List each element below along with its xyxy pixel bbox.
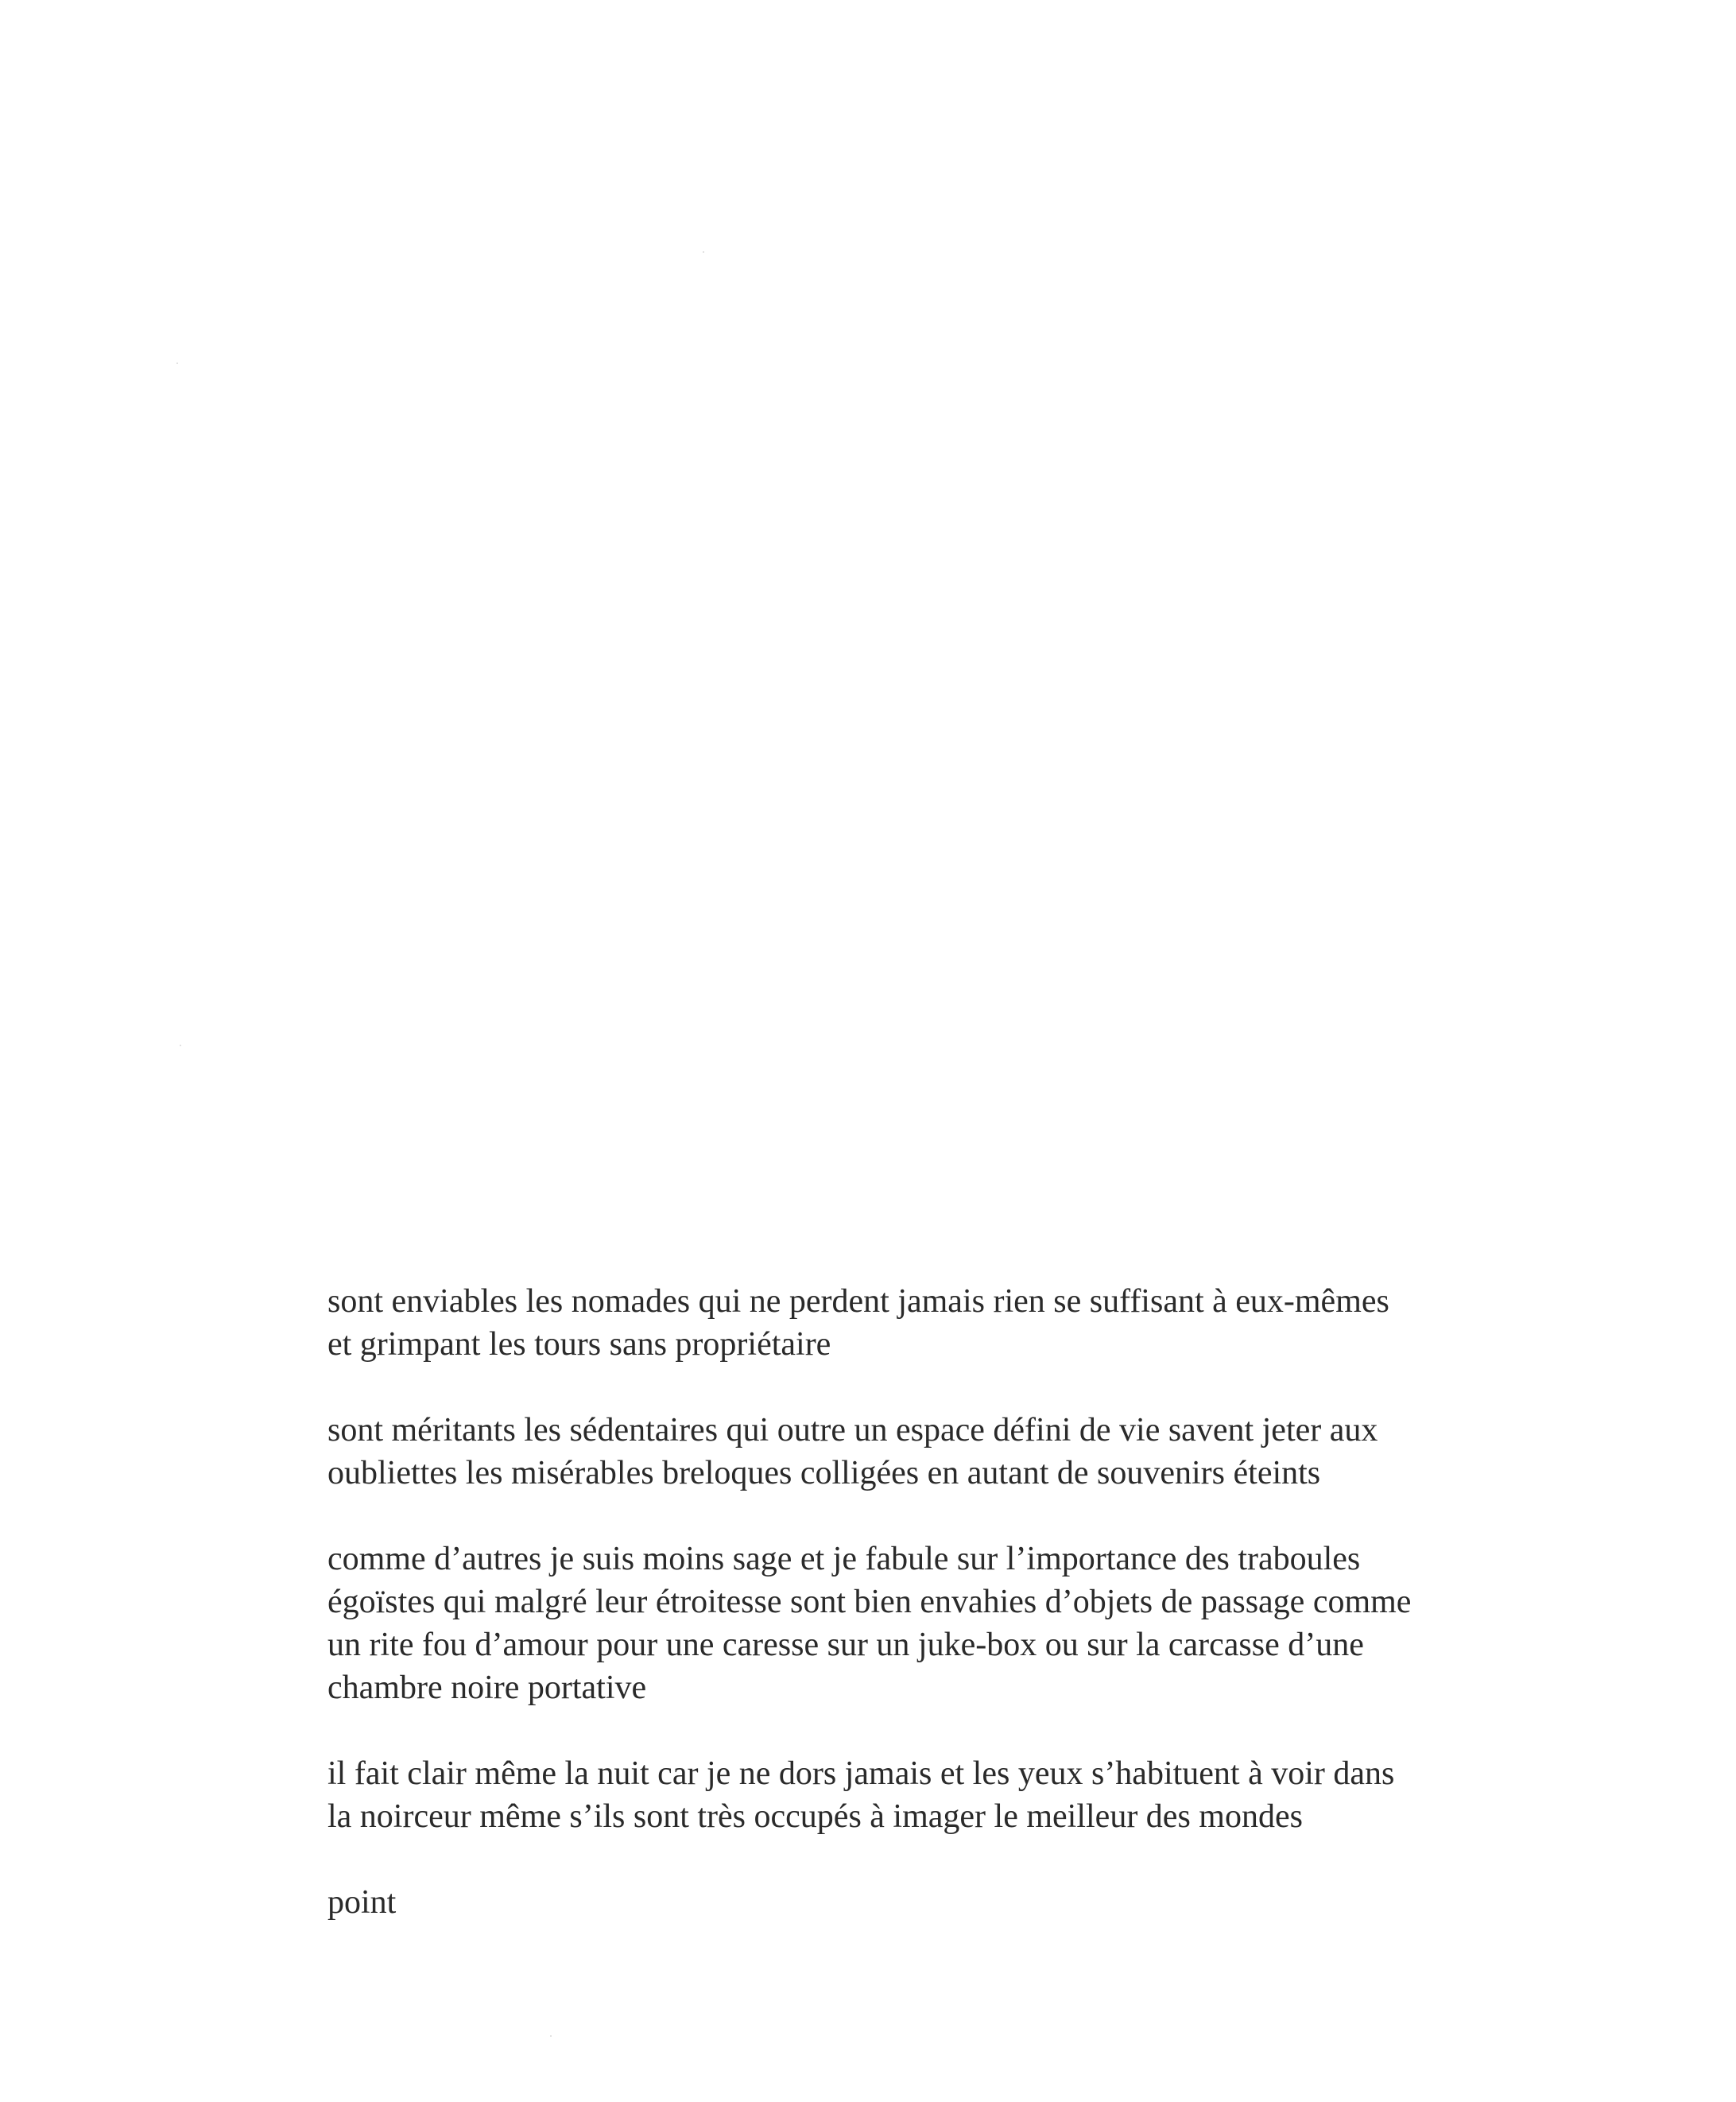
- stanza-1: [327, 1280, 1520, 1366]
- poem-line: égoïstes qui malgré leur étroitesse sont bien envahies d’objets de passage comme: [327, 1584, 1412, 1620]
- poem-line: oubliettes les misérables breloques colligées en autant de souvenirs éteints: [327, 1455, 1321, 1491]
- stanza-4: [327, 1752, 1520, 1838]
- poem-line: sont enviables les nomades qui ne perdent jamais rien se suffisant à eux-mêmes: [327, 1283, 1389, 1320]
- poem-line: sont méritants les sédentaires qui outre un espace défini de vie savent jeter aux: [327, 1412, 1378, 1449]
- poem-line: il fait clair même la nuit car je ne dors jamais et les yeux s’habituent à voir dans: [327, 1755, 1395, 1792]
- poem-line: la noirceur même s’ils sont très occupés à imager le meilleur des mondes: [327, 1798, 1303, 1835]
- paper-speck: [180, 1045, 181, 1046]
- poem-line: chambre noire portative: [327, 1670, 647, 1706]
- poem-line: comme d’autres je suis moins sage et je fabule sur l’importance des traboules: [327, 1541, 1361, 1577]
- poem-line: point: [327, 1884, 397, 1921]
- paper-speck: [703, 251, 704, 253]
- poem-line: et grimpant les tours sans propriétaire: [327, 1326, 831, 1363]
- poem-text: [327, 1280, 1520, 1924]
- stanza-2: [327, 1409, 1520, 1495]
- paper-speck: [176, 363, 178, 364]
- poem-line: un rite fou d’amour pour une caresse sur un juke-box ou sur la carcasse d’une: [327, 1627, 1364, 1663]
- stanza-5: [327, 1881, 1520, 1924]
- paper-speck: [550, 2035, 552, 2037]
- stanza-3: [327, 1538, 1520, 1709]
